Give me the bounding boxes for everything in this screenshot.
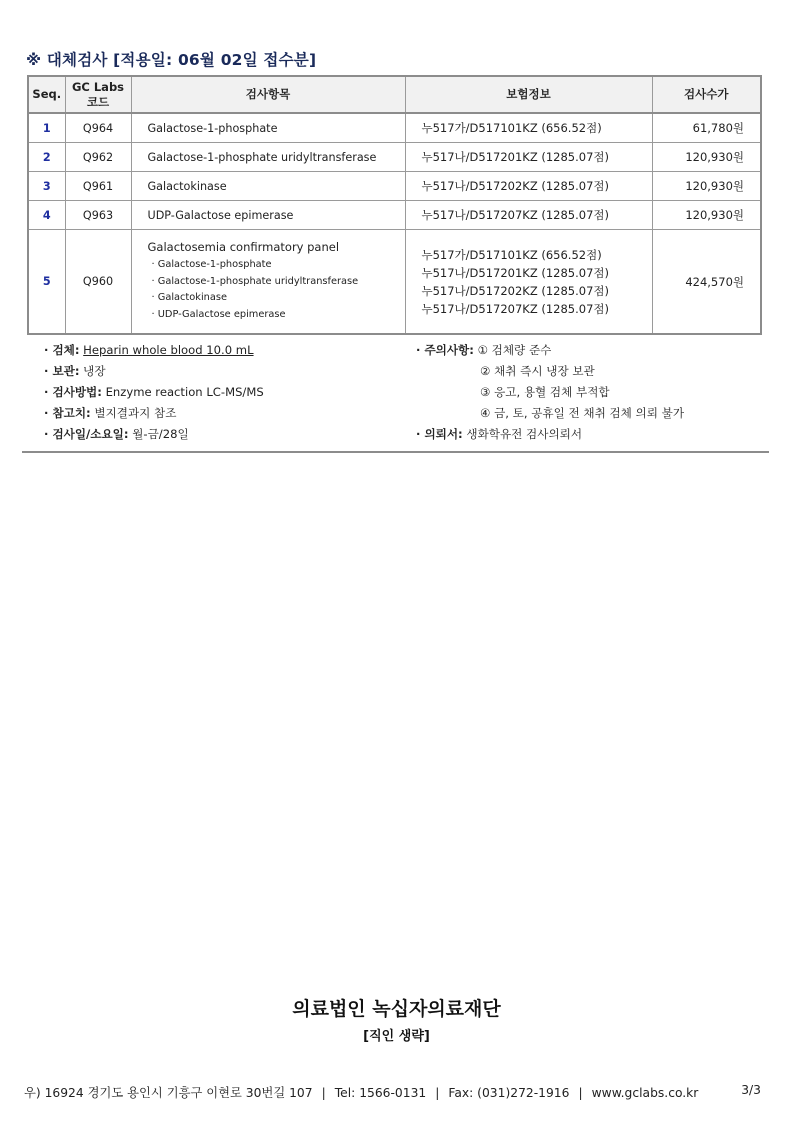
insurance-line: 누517나/D517201KZ (1285.07점) (421, 265, 610, 280)
row-code: Q963 (65, 201, 131, 230)
row-item: Galactose-1-phosphate (131, 113, 405, 143)
table-row (28, 201, 761, 230)
table-row (28, 113, 761, 143)
organization-name: 의료법인 녹십자의료재단 (292, 998, 501, 1020)
row-code: Q961 (65, 172, 131, 201)
schedule-label: · 검사일/소요일: (44, 427, 129, 441)
request-value: 생화학유전 검사의뢰서 (466, 427, 583, 441)
info-method (44, 384, 264, 400)
caution-item: ② 채취 즉시 냉장 보관 (480, 364, 595, 378)
schedule-value: 월-금/28일 (132, 427, 189, 441)
row-seq: 1 (28, 113, 65, 143)
footer-tel: Tel: 1566-0131 (334, 1086, 427, 1100)
specimen-label: · 검체: (44, 343, 80, 357)
footer (24, 1083, 698, 1101)
row-item: UDP-Galactose epimerase (131, 201, 405, 230)
specimen-value: Heparin whole blood 10.0 mL (83, 343, 254, 357)
row-insurance: 누517나/D517202KZ (1285.07점) (405, 172, 652, 201)
footer-fax: Fax: (031)272-1916 (448, 1086, 570, 1100)
row-item: Galactose-1-phosphate uridyltransferase (131, 143, 405, 172)
header-code-line1: GC Labs (71, 79, 125, 94)
section-divider (22, 451, 769, 453)
header-code-line2: 코드 (86, 94, 110, 109)
reference-value: 별지결과지 참조 (94, 406, 177, 420)
footer-website[interactable]: www.gclabs.co.kr (591, 1086, 699, 1100)
method-value: Enzyme reaction LC-MS/MS (105, 385, 264, 399)
section-title: ※ 대체검사 [적용일: 06월 02일 접수분] (26, 51, 317, 69)
info-specimen (44, 342, 254, 358)
row-seq: 2 (28, 143, 65, 172)
caution-label: · 주의사항: (416, 343, 474, 357)
row-seq: 3 (28, 172, 65, 201)
footer-separator: | (321, 1086, 326, 1100)
footer-address: 우) 16924 경기도 용인시 기흥구 이현로 30번길 107 (24, 1086, 313, 1100)
request-label: · 의뢰서: (416, 427, 463, 441)
info-storage (44, 363, 106, 379)
panel-title: Galactosemia confirmatory panel (147, 240, 340, 254)
row-insurance-panel (405, 230, 652, 335)
caution-item: ③ 응고, 용혈 검체 부적합 (480, 385, 610, 399)
row-fee: 61,780원 (652, 113, 761, 143)
caution-item: ① 검체량 준수 (477, 343, 552, 357)
test-table (27, 75, 762, 335)
reference-label: · 참고치: (44, 406, 91, 420)
header-item: 검사항목 (131, 76, 405, 113)
footer-separator: | (435, 1086, 440, 1100)
row-item: Galactokinase (131, 172, 405, 201)
row-code: Q962 (65, 143, 131, 172)
panel-subitem: · UDP-Galactose epimerase (151, 308, 286, 320)
row-item-panel (131, 230, 405, 335)
row-fee: 120,930원 (652, 172, 761, 201)
page-number: 3/3 (741, 1083, 761, 1097)
method-label: · 검사방법: (44, 385, 102, 399)
header-seq: Seq. (28, 76, 65, 113)
row-fee: 120,930원 (652, 143, 761, 172)
table-row-panel (28, 230, 761, 335)
insurance-line: 누517나/D517207KZ (1285.07점) (421, 301, 610, 316)
panel-subitem: · Galactokinase (151, 292, 228, 303)
caution-item: ④ 금, 토, 공휴일 전 채취 검체 의뢰 불가 (480, 406, 685, 420)
row-insurance: 누517나/D517201KZ (1285.07점) (405, 143, 652, 172)
row-seq: 5 (28, 230, 65, 335)
header-fee: 검사수가 (652, 76, 761, 113)
header-code (65, 76, 131, 113)
row-fee: 120,930원 (652, 201, 761, 230)
table-row (28, 172, 761, 201)
info-request (416, 426, 582, 442)
info-reference (44, 405, 176, 421)
table-row (28, 143, 761, 172)
row-code: Q960 (65, 230, 131, 335)
table-header-row (28, 76, 761, 113)
info-caution (416, 342, 551, 358)
footer-separator: | (578, 1086, 583, 1100)
row-insurance: 누517나/D517207KZ (1285.07점) (405, 201, 652, 230)
row-insurance: 누517가/D517101KZ (656.52점) (405, 113, 652, 143)
storage-value: 냉장 (83, 364, 106, 378)
seal-note: [직인 생략] (363, 1029, 430, 1044)
insurance-line: 누517가/D517101KZ (656.52점) (421, 247, 602, 262)
row-seq: 4 (28, 201, 65, 230)
row-fee: 424,570원 (652, 230, 761, 335)
row-code: Q964 (65, 113, 131, 143)
panel-subitem: · Galactose-1-phosphate uridyltransferase (151, 275, 359, 287)
panel-subitem: · Galactose-1-phosphate (151, 259, 272, 270)
storage-label: · 보관: (44, 364, 80, 378)
insurance-line: 누517나/D517202KZ (1285.07점) (421, 283, 610, 298)
header-insurance: 보험정보 (405, 76, 652, 113)
info-schedule (44, 426, 189, 442)
